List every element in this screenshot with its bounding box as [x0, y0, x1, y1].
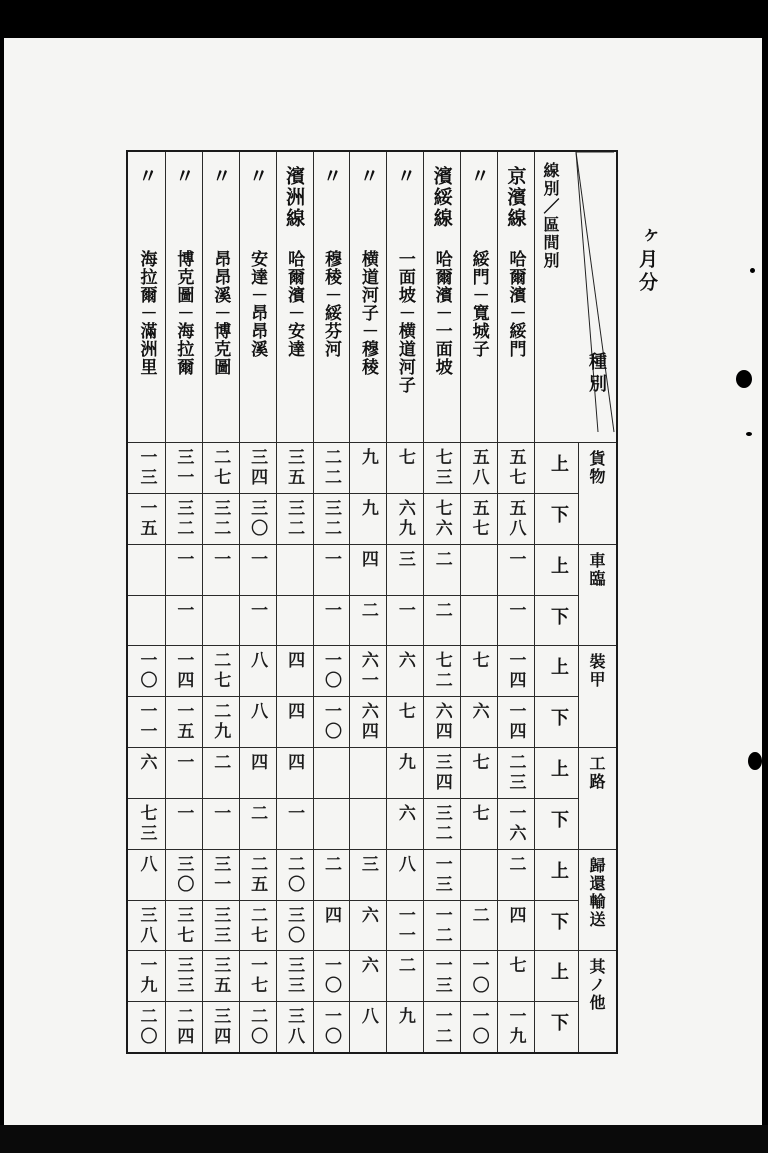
section-name: 横道河子－穆稜	[357, 250, 378, 376]
transport-table	[126, 150, 618, 1054]
table-cell: 一〇	[321, 956, 341, 997]
updown-divider	[128, 798, 578, 799]
header-up: 上	[548, 860, 569, 883]
column-divider	[202, 152, 203, 1052]
table-cell: 二五	[247, 854, 268, 895]
column-divider	[276, 152, 277, 1052]
table-cell: 一九	[136, 956, 157, 997]
section-name: 海拉爾－滿洲里	[136, 250, 157, 376]
table-cell: 一四	[173, 651, 194, 692]
section-name: 博克圖－海拉爾	[173, 250, 194, 376]
table-cell: 一四	[505, 651, 526, 692]
section-name: 穆稜－綏芬河	[321, 250, 341, 358]
table-cell: 六	[394, 803, 415, 824]
header-down: 下	[548, 606, 569, 629]
table-cell: 九	[394, 1007, 415, 1028]
line-name: 〃	[135, 166, 158, 187]
table-cell: 一四	[505, 702, 526, 743]
updown-divider	[128, 1001, 578, 1002]
scan-speck	[750, 268, 755, 273]
table-cell: 三二	[321, 498, 341, 539]
header-category: 車臨	[587, 551, 606, 588]
header-category: 歸還輸送	[587, 856, 606, 929]
table-cell: 四	[284, 702, 305, 723]
column-divider	[534, 152, 535, 1052]
table-cell: 一	[210, 803, 231, 824]
table-cell: 二〇	[284, 854, 305, 895]
table-cell: 一〇	[321, 1007, 341, 1048]
table-cell: 一三	[431, 854, 452, 895]
table-cell: 一	[247, 549, 268, 570]
header-category: 裝甲	[587, 653, 606, 690]
table-cell: 三二	[284, 498, 305, 539]
table-cell: 一〇	[136, 651, 157, 692]
section-name: 哈爾濱－綏門	[505, 250, 526, 358]
row-divider	[128, 849, 616, 850]
table-cell: 一	[505, 600, 526, 621]
table-cell: 三四	[210, 1007, 231, 1048]
table-cell: 七	[468, 753, 489, 773]
header-divider	[128, 442, 616, 443]
scan-speck	[746, 432, 752, 436]
table-cell: 一一	[136, 702, 157, 743]
column-divider	[349, 152, 350, 1052]
table-cell: 八	[394, 854, 415, 875]
table-cell: 三二	[431, 803, 452, 844]
table-cell: 二〇	[247, 1007, 268, 1048]
table-cell: 一	[173, 803, 194, 824]
line-name: 京濱線	[504, 166, 527, 229]
table-cell: 二四	[173, 1007, 194, 1048]
table-cell: 六四	[431, 702, 452, 743]
header-category: 貨物	[587, 450, 606, 486]
table-cell: 三〇	[173, 854, 194, 895]
table-cell: 三八	[284, 1007, 305, 1048]
table-cell: 九	[357, 448, 378, 468]
table-cell: 一	[173, 753, 194, 773]
table-cell: 六	[468, 702, 489, 723]
table-cell: 七六	[431, 498, 452, 539]
line-name: 〃	[320, 166, 342, 187]
line-name: 〃	[467, 166, 490, 187]
table-cell: 一七	[247, 956, 268, 997]
table-cell: 一三	[136, 448, 157, 488]
table-cell: 三〇	[247, 498, 268, 539]
table-cell: 二〇	[136, 1007, 157, 1048]
table-cell: 二	[468, 905, 489, 926]
table-cell: 七	[505, 956, 526, 977]
table-cell: 二七	[210, 448, 231, 488]
table-cell: 八	[136, 854, 157, 875]
table-cell: 二三	[505, 753, 526, 793]
table-cell: 五八	[505, 498, 526, 539]
kind-divider	[578, 442, 579, 1052]
header-down: 下	[548, 504, 569, 527]
table-cell: 二	[210, 753, 231, 773]
line-name: 〃	[356, 166, 379, 187]
header-down: 下	[548, 1013, 569, 1036]
table-cell: 七	[468, 803, 489, 824]
line-name: 〃	[246, 166, 269, 187]
table-cell: 一六	[505, 803, 526, 844]
table-cell: 二七	[210, 651, 231, 692]
table-cell: 三七	[173, 905, 194, 946]
table-cell: 七二	[431, 651, 452, 692]
table-cell: 三三	[284, 956, 305, 997]
section-name: 哈爾濱－一面坡	[431, 250, 452, 376]
section-name: 哈爾濱－安達	[284, 250, 305, 358]
table-cell: 一	[247, 600, 268, 621]
table-cell: 一	[394, 600, 415, 621]
header-up: 上	[548, 962, 569, 985]
table-cell: 七三	[431, 448, 452, 488]
table-cell: 二二	[321, 448, 341, 488]
column-divider	[423, 152, 424, 1052]
table-cell: 七三	[136, 803, 157, 844]
table-cell: 四	[357, 549, 378, 570]
row-divider	[128, 950, 616, 951]
line-name: 〃	[209, 166, 232, 187]
header-up: 上	[548, 454, 569, 476]
updown-divider	[128, 696, 578, 697]
table-cell: 四	[505, 905, 526, 926]
table-cell: 一二	[431, 1007, 452, 1048]
table-cell: 二	[431, 600, 452, 621]
table-cell: 七	[394, 448, 415, 468]
table-cell: 六一	[357, 651, 378, 692]
section-name: 安達－昂昂溪	[247, 250, 268, 358]
table-cell: 二	[247, 803, 268, 824]
header-kind: 種別	[586, 352, 607, 396]
section-name: 一面坡－横道河子	[394, 250, 415, 394]
column-divider	[165, 152, 166, 1052]
table-cell: 一〇	[468, 1007, 489, 1048]
row-divider	[128, 747, 616, 748]
table-cell: 五七	[505, 448, 526, 488]
table-cell: 八	[247, 651, 268, 672]
table-cell: 三八	[136, 905, 157, 946]
table-cell: 六九	[394, 498, 415, 539]
table-cell: 六	[136, 753, 157, 773]
table-cell: 一	[210, 549, 231, 570]
table-cell: 八	[357, 1007, 378, 1028]
table-cell: 三四	[431, 753, 452, 793]
table-cell: 二	[431, 549, 452, 570]
table-cell: 一三	[431, 956, 452, 997]
table-cell: 一〇	[321, 702, 341, 743]
line-name: 濱洲線	[283, 166, 306, 229]
table-cell: 二	[321, 854, 341, 875]
table-cell: 三一	[173, 448, 194, 488]
header-down: 下	[548, 911, 569, 934]
column-divider	[313, 152, 314, 1052]
column-divider	[460, 152, 461, 1052]
row-divider	[128, 645, 616, 646]
table-cell: 一二	[431, 905, 452, 946]
table-cell: 五八	[468, 448, 489, 488]
table-cell: 六	[357, 956, 378, 977]
table-cell: 一九	[505, 1007, 526, 1048]
header-category: 工路	[587, 755, 606, 791]
table-cell: 一	[321, 600, 341, 621]
table-cell: 三一	[210, 854, 231, 895]
table-cell: 三二	[210, 498, 231, 539]
table-cell: 四	[284, 753, 305, 773]
table-cell: 三五	[284, 448, 305, 488]
scan-border	[0, 1125, 768, 1153]
table-cell: 一五	[173, 702, 194, 743]
table-cell: 九	[394, 753, 415, 773]
table-cell: 一〇	[468, 956, 489, 997]
header-up: 上	[548, 555, 569, 578]
column-divider	[386, 152, 387, 1052]
table-cell: 八	[247, 702, 268, 723]
table-cell: 二	[394, 956, 415, 977]
table-cell: 一	[284, 803, 305, 824]
table-cell: 六	[357, 905, 378, 926]
table-cell: 三三	[210, 905, 231, 946]
section-name: 綏門－寬城子	[468, 250, 489, 358]
table-cell: 三五	[210, 956, 231, 997]
table-cell: 二	[357, 600, 378, 621]
header-up: 上	[548, 657, 569, 680]
updown-divider	[128, 595, 578, 596]
table-cell: 五七	[468, 498, 489, 539]
header-down: 下	[548, 809, 569, 832]
table-cell: 四	[247, 753, 268, 773]
table-cell: 三〇	[284, 905, 305, 946]
column-divider	[239, 152, 240, 1052]
month-note: ヶ月分	[636, 226, 658, 295]
table-cell: 二七	[247, 905, 268, 946]
line-name: 〃	[393, 166, 416, 187]
table-cell: 三	[357, 854, 378, 875]
header-category: 其ノ他	[587, 958, 606, 1013]
section-name: 昂昂溪－博克圖	[210, 250, 231, 376]
column-divider	[497, 152, 498, 1052]
table-cell: 四	[321, 905, 341, 926]
header-up: 上	[548, 759, 569, 781]
header-down: 下	[548, 708, 569, 731]
table-cell: 一	[505, 549, 526, 570]
table-cell: 六四	[357, 702, 378, 743]
table-cell: 一	[173, 549, 194, 570]
line-name: 〃	[172, 166, 195, 187]
scan-speck	[748, 752, 762, 770]
table-cell: 一五	[136, 498, 157, 539]
row-divider	[128, 544, 616, 545]
table-cell: 二	[505, 854, 526, 875]
table-cell: 九	[357, 498, 378, 519]
table-cell: 三三	[173, 956, 194, 997]
table-cell: 三四	[247, 448, 268, 488]
table-cell: 一	[321, 549, 341, 570]
header-line-section: 線別／區間別	[541, 162, 560, 270]
table-cell: 一一	[394, 905, 415, 946]
table-cell: 四	[284, 651, 305, 672]
table-cell: 一	[173, 600, 194, 621]
scan-speck	[736, 370, 752, 388]
updown-divider	[128, 493, 578, 494]
line-name: 濱綏線	[430, 166, 453, 229]
updown-divider	[128, 900, 578, 901]
table-cell: 三	[394, 549, 415, 570]
table-cell: 三二	[173, 498, 194, 539]
table-cell: 二九	[210, 702, 231, 743]
table-cell: 七	[468, 651, 489, 672]
table-cell: 一〇	[321, 651, 341, 692]
table-cell: 六	[394, 651, 415, 672]
table-cell: 七	[394, 702, 415, 723]
